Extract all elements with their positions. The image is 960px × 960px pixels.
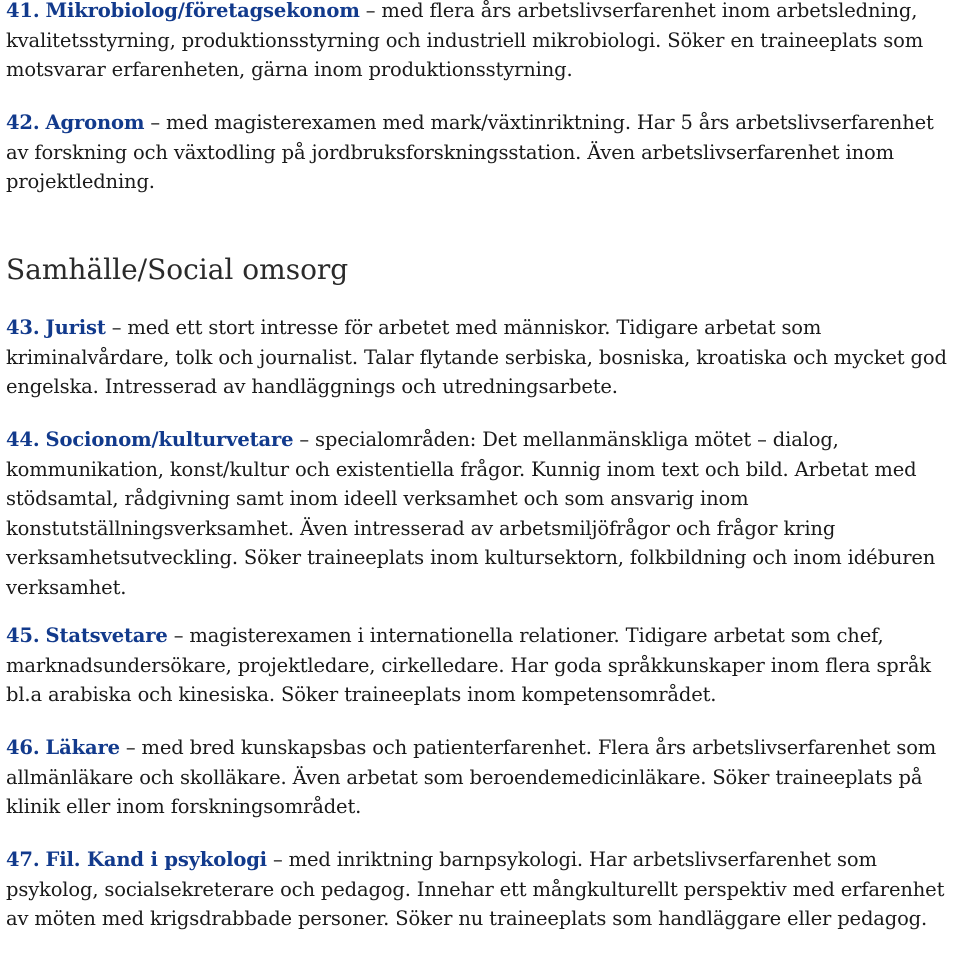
entry-number: 44. xyxy=(6,428,40,451)
entry-41 xyxy=(6,0,956,85)
entry-44 xyxy=(6,425,956,602)
entry-text: – magisterexamen i internationella relationer. Tidigare arbetat som chef, marknadsundersökare, projektledare, cirkelledare. Har goda språkkunskaper inom flera språk bl.a arabiska och kinesiska. Söker traineeplats inom kompetensområdet. xyxy=(6,624,931,706)
entry-45 xyxy=(6,621,956,710)
entry-text: – specialområden: Det mellanmänskliga mötet – dialog, kommunikation, konst/kultur och existentiella frågor. Kunnig inom text och bild. Arbetat med stödsamtal, rådgivning samt inom ideell verksamhet och som ansvarig inom konstutställningsverksamhet. Även intresserad av arbetsmiljöfrågor och frågor kring verksamhetsutveckling. Söker traineeplats inom kultursektorn, folkbildning och inom idéburen verksamhet. xyxy=(6,428,936,599)
entry-number: 42. xyxy=(6,111,40,134)
entry-number: 46. xyxy=(6,736,40,759)
entry-number: 47. xyxy=(6,848,40,871)
entry-number: 43. xyxy=(6,316,40,339)
entry-title: Agronom xyxy=(45,111,145,134)
entry-title: Jurist xyxy=(45,316,106,339)
entry-title: Statsvetare xyxy=(45,624,168,647)
entry-43 xyxy=(6,313,956,402)
entry-number: 41. xyxy=(6,0,40,22)
entry-text: – med ett stort intresse för arbetet med människor. Tidigare arbetat som kriminalvårdare, tolk och journalist. Talar flytande serbiska, bosniska, kroatiska och mycket god engelska. Intresserad av handläggnings och utredningsarbete. xyxy=(6,316,947,398)
entry-title: Fil. Kand i psykologi xyxy=(45,848,267,871)
entry-text: – med magisterexamen med mark/växtinriktning. Har 5 års arbetslivserfarenhet av forskning och växtodling på jordbruksforskningsstation. Även arbetslivserfarenhet inom projektledning. xyxy=(6,111,934,193)
entry-number: 45. xyxy=(6,624,40,647)
entry-text: – med bred kunskapsbas och patienterfarenhet. Flera års arbetslivserfarenhet som allmänläkare och skolläkare. Även arbetat som beroendemedicinläkare. Söker traineeplats på klinik eller inom forskningsområdet. xyxy=(6,736,937,818)
entry-title: Mikrobiolog/företagsekonom xyxy=(45,0,360,22)
entry-text: – med inriktning barnpsykologi. Har arbetslivserfarenhet som psykolog, socialsekreterare och pedagog. Innehar ett mångkulturellt perspektiv med erfarenhet av möten med krigsdrabbade personer. Söker nu traineeplats som handläggare eller pedagog. xyxy=(6,848,945,930)
entry-47 xyxy=(6,845,956,934)
entry-46 xyxy=(6,733,956,822)
entry-title: Läkare xyxy=(45,736,120,759)
entry-title: Socionom/kulturvetare xyxy=(45,428,294,451)
entry-42 xyxy=(6,108,956,197)
section-heading: Samhälle/Social omsorg xyxy=(6,253,349,286)
entry-text: – med flera års arbetslivserfarenhet inom arbetsledning, kvalitetsstyrning, produktionsstyrning och industriell mikrobiologi. Söker en traineeplats som motsvarar erfarenheten, gärna inom produktionsstyrning. xyxy=(6,0,924,81)
